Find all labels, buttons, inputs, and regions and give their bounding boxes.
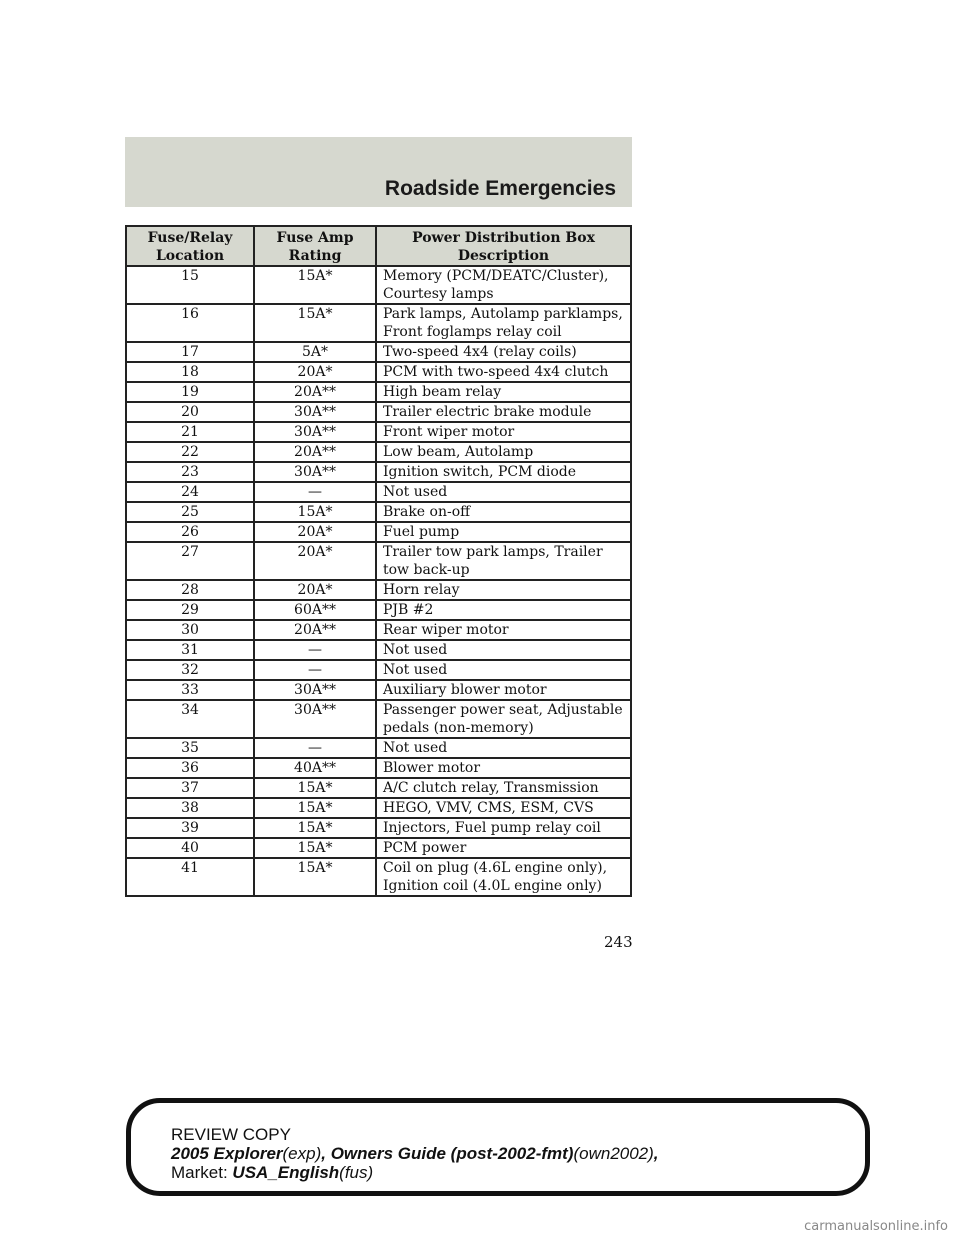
fuse-description-cell: Horn relay	[376, 580, 631, 600]
table-row	[126, 362, 631, 382]
fuse-rating-cell: 15A*	[254, 818, 376, 838]
table-row	[126, 600, 631, 620]
fuse-table	[125, 225, 632, 897]
fuse-description-cell: Not used	[376, 640, 631, 660]
table-row	[126, 818, 631, 838]
fuse-rating-cell: 20A*	[254, 362, 376, 382]
column-header-location: Fuse/Relay Location	[126, 226, 254, 266]
fuse-rating-cell: 30A**	[254, 680, 376, 700]
fuse-description-cell: Coil on plug (4.6L engine only), Ignition coil (4.0L engine only)	[376, 858, 631, 896]
section-header-band	[125, 137, 632, 207]
fuse-location-cell: 30	[126, 620, 254, 640]
table-row	[126, 304, 631, 342]
fuse-description-cell: Blower motor	[376, 758, 631, 778]
table-row	[126, 502, 631, 522]
fuse-description-cell: Two-speed 4x4 (relay coils)	[376, 342, 631, 362]
fuse-location-cell: 39	[126, 818, 254, 838]
fuse-description-cell: Memory (PCM/DEATC/Cluster), Courtesy lamps	[376, 266, 631, 304]
table-row	[126, 462, 631, 482]
table-row	[126, 482, 631, 502]
section-title: Roadside Emergencies	[384, 177, 616, 200]
fuse-rating-cell: 15A*	[254, 838, 376, 858]
fuse-rating-cell: 20A**	[254, 620, 376, 640]
fuse-rating-cell: 15A*	[254, 778, 376, 798]
fuse-description-cell: Fuel pump	[376, 522, 631, 542]
fuse-rating-cell: —	[254, 640, 376, 660]
fuse-description-cell: HEGO, VMV, CMS, ESM, CVS	[376, 798, 631, 818]
fuse-description-cell: PCM with two-speed 4x4 clutch	[376, 362, 631, 382]
column-header-amp-rating: Fuse Amp Rating	[254, 226, 376, 266]
fuse-description-cell: Auxiliary blower motor	[376, 680, 631, 700]
fuse-description-cell: Rear wiper motor	[376, 620, 631, 640]
fuse-description-cell: Ignition switch, PCM diode	[376, 462, 631, 482]
review-market-code: (fus)	[339, 1163, 374, 1182]
fuse-location-cell: 19	[126, 382, 254, 402]
fuse-description-cell: Injectors, Fuel pump relay coil	[376, 818, 631, 838]
table-row	[126, 522, 631, 542]
fuse-location-cell: 24	[126, 482, 254, 502]
fuse-location-cell: 26	[126, 522, 254, 542]
table-header-row	[126, 226, 631, 266]
fuse-location-cell: 17	[126, 342, 254, 362]
review-guide: Owners Guide (post-2002-fmt)	[330, 1144, 574, 1163]
table-row	[126, 758, 631, 778]
table-row	[126, 542, 631, 580]
fuse-location-cell: 34	[126, 700, 254, 738]
fuse-location-cell: 25	[126, 502, 254, 522]
fuse-rating-cell: 30A**	[254, 462, 376, 482]
fuse-rating-cell: 20A**	[254, 382, 376, 402]
fuse-rating-cell: —	[254, 482, 376, 502]
table-row	[126, 798, 631, 818]
fuse-location-cell: 29	[126, 600, 254, 620]
fuse-rating-cell: 30A**	[254, 700, 376, 738]
fuse-location-cell: 40	[126, 838, 254, 858]
fuse-description-cell: Not used	[376, 660, 631, 680]
fuse-description-cell: Trailer tow park lamps, Trailer tow back-up	[376, 542, 631, 580]
fuse-rating-cell: —	[254, 738, 376, 758]
review-model: 2005 Explorer	[171, 1144, 283, 1163]
table-row	[126, 580, 631, 600]
fuse-location-cell: 38	[126, 798, 254, 818]
review-copy-label: REVIEW COPY	[171, 1125, 291, 1144]
fuse-location-cell: 20	[126, 402, 254, 422]
fuse-description-cell: Not used	[376, 482, 631, 502]
review-copy-box	[126, 1098, 870, 1196]
fuse-rating-cell: 15A*	[254, 304, 376, 342]
watermark: carmanualsonline.info	[804, 1219, 948, 1234]
fuse-location-cell: 41	[126, 858, 254, 896]
fuse-rating-cell: 30A**	[254, 402, 376, 422]
column-header-description: Power Distribution Box Description	[376, 226, 631, 266]
fuse-location-cell: 37	[126, 778, 254, 798]
fuse-location-cell: 36	[126, 758, 254, 778]
fuse-description-cell: PCM power	[376, 838, 631, 858]
fuse-rating-cell: 15A*	[254, 502, 376, 522]
table-row	[126, 620, 631, 640]
fuse-location-cell: 16	[126, 304, 254, 342]
fuse-rating-cell: —	[254, 660, 376, 680]
fuse-rating-cell: 60A**	[254, 600, 376, 620]
table-row	[126, 858, 631, 896]
fuse-description-cell: Passenger power seat, Adjustable pedals (non-memory)	[376, 700, 631, 738]
fuse-description-cell: Front wiper motor	[376, 422, 631, 442]
fuse-location-cell: 32	[126, 660, 254, 680]
table-row	[126, 680, 631, 700]
fuse-location-cell: 18	[126, 362, 254, 382]
fuse-location-cell: 23	[126, 462, 254, 482]
fuse-rating-cell: 5A*	[254, 342, 376, 362]
fuse-rating-cell: 40A**	[254, 758, 376, 778]
table-row	[126, 778, 631, 798]
fuse-rating-cell: 20A*	[254, 542, 376, 580]
review-market: USA_English	[232, 1163, 340, 1182]
fuse-description-cell: A/C clutch relay, Transmission	[376, 778, 631, 798]
table-row	[126, 640, 631, 660]
fuse-description-cell: Low beam, Autolamp	[376, 442, 631, 462]
fuse-description-cell: Brake on-off	[376, 502, 631, 522]
review-model-code: (exp)	[282, 1144, 322, 1163]
page-number: 243	[604, 933, 633, 951]
fuse-description-cell: Trailer electric brake module	[376, 402, 631, 422]
fuse-description-cell: Not used	[376, 738, 631, 758]
fuse-location-cell: 22	[126, 442, 254, 462]
table-row	[126, 402, 631, 422]
fuse-rating-cell: 15A*	[254, 798, 376, 818]
fuse-location-cell: 21	[126, 422, 254, 442]
table-row	[126, 442, 631, 462]
fuse-rating-cell: 15A*	[254, 858, 376, 896]
fuse-description-cell: Park lamps, Autolamp parklamps, Front foglamps relay coil	[376, 304, 631, 342]
table-row	[126, 838, 631, 858]
fuse-location-cell: 35	[126, 738, 254, 758]
fuse-rating-cell: 30A**	[254, 422, 376, 442]
table-row	[126, 700, 631, 738]
table-row	[126, 422, 631, 442]
fuse-rating-cell: 20A*	[254, 522, 376, 542]
fuse-description-cell: PJB #2	[376, 600, 631, 620]
table-row	[126, 660, 631, 680]
fuse-location-cell: 27	[126, 542, 254, 580]
table-row	[126, 342, 631, 362]
fuse-location-cell: 31	[126, 640, 254, 660]
table-row	[126, 382, 631, 402]
fuse-location-cell: 15	[126, 266, 254, 304]
fuse-description-cell: High beam relay	[376, 382, 631, 402]
table-row	[126, 738, 631, 758]
review-guide-code: (own2002)	[573, 1144, 654, 1163]
fuse-location-cell: 28	[126, 580, 254, 600]
fuse-table-body	[126, 266, 631, 896]
fuse-location-cell: 33	[126, 680, 254, 700]
review-copy-text: REVIEW COPY 2005 Explorer(exp), Owners Guide (post-2002-fmt)(own2002), Market: USA_English(fus)	[171, 1125, 659, 1182]
table-row	[126, 266, 631, 304]
fuse-rating-cell: 20A**	[254, 442, 376, 462]
fuse-rating-cell: 15A*	[254, 266, 376, 304]
fuse-rating-cell: 20A*	[254, 580, 376, 600]
review-market-label: Market:	[171, 1163, 228, 1182]
